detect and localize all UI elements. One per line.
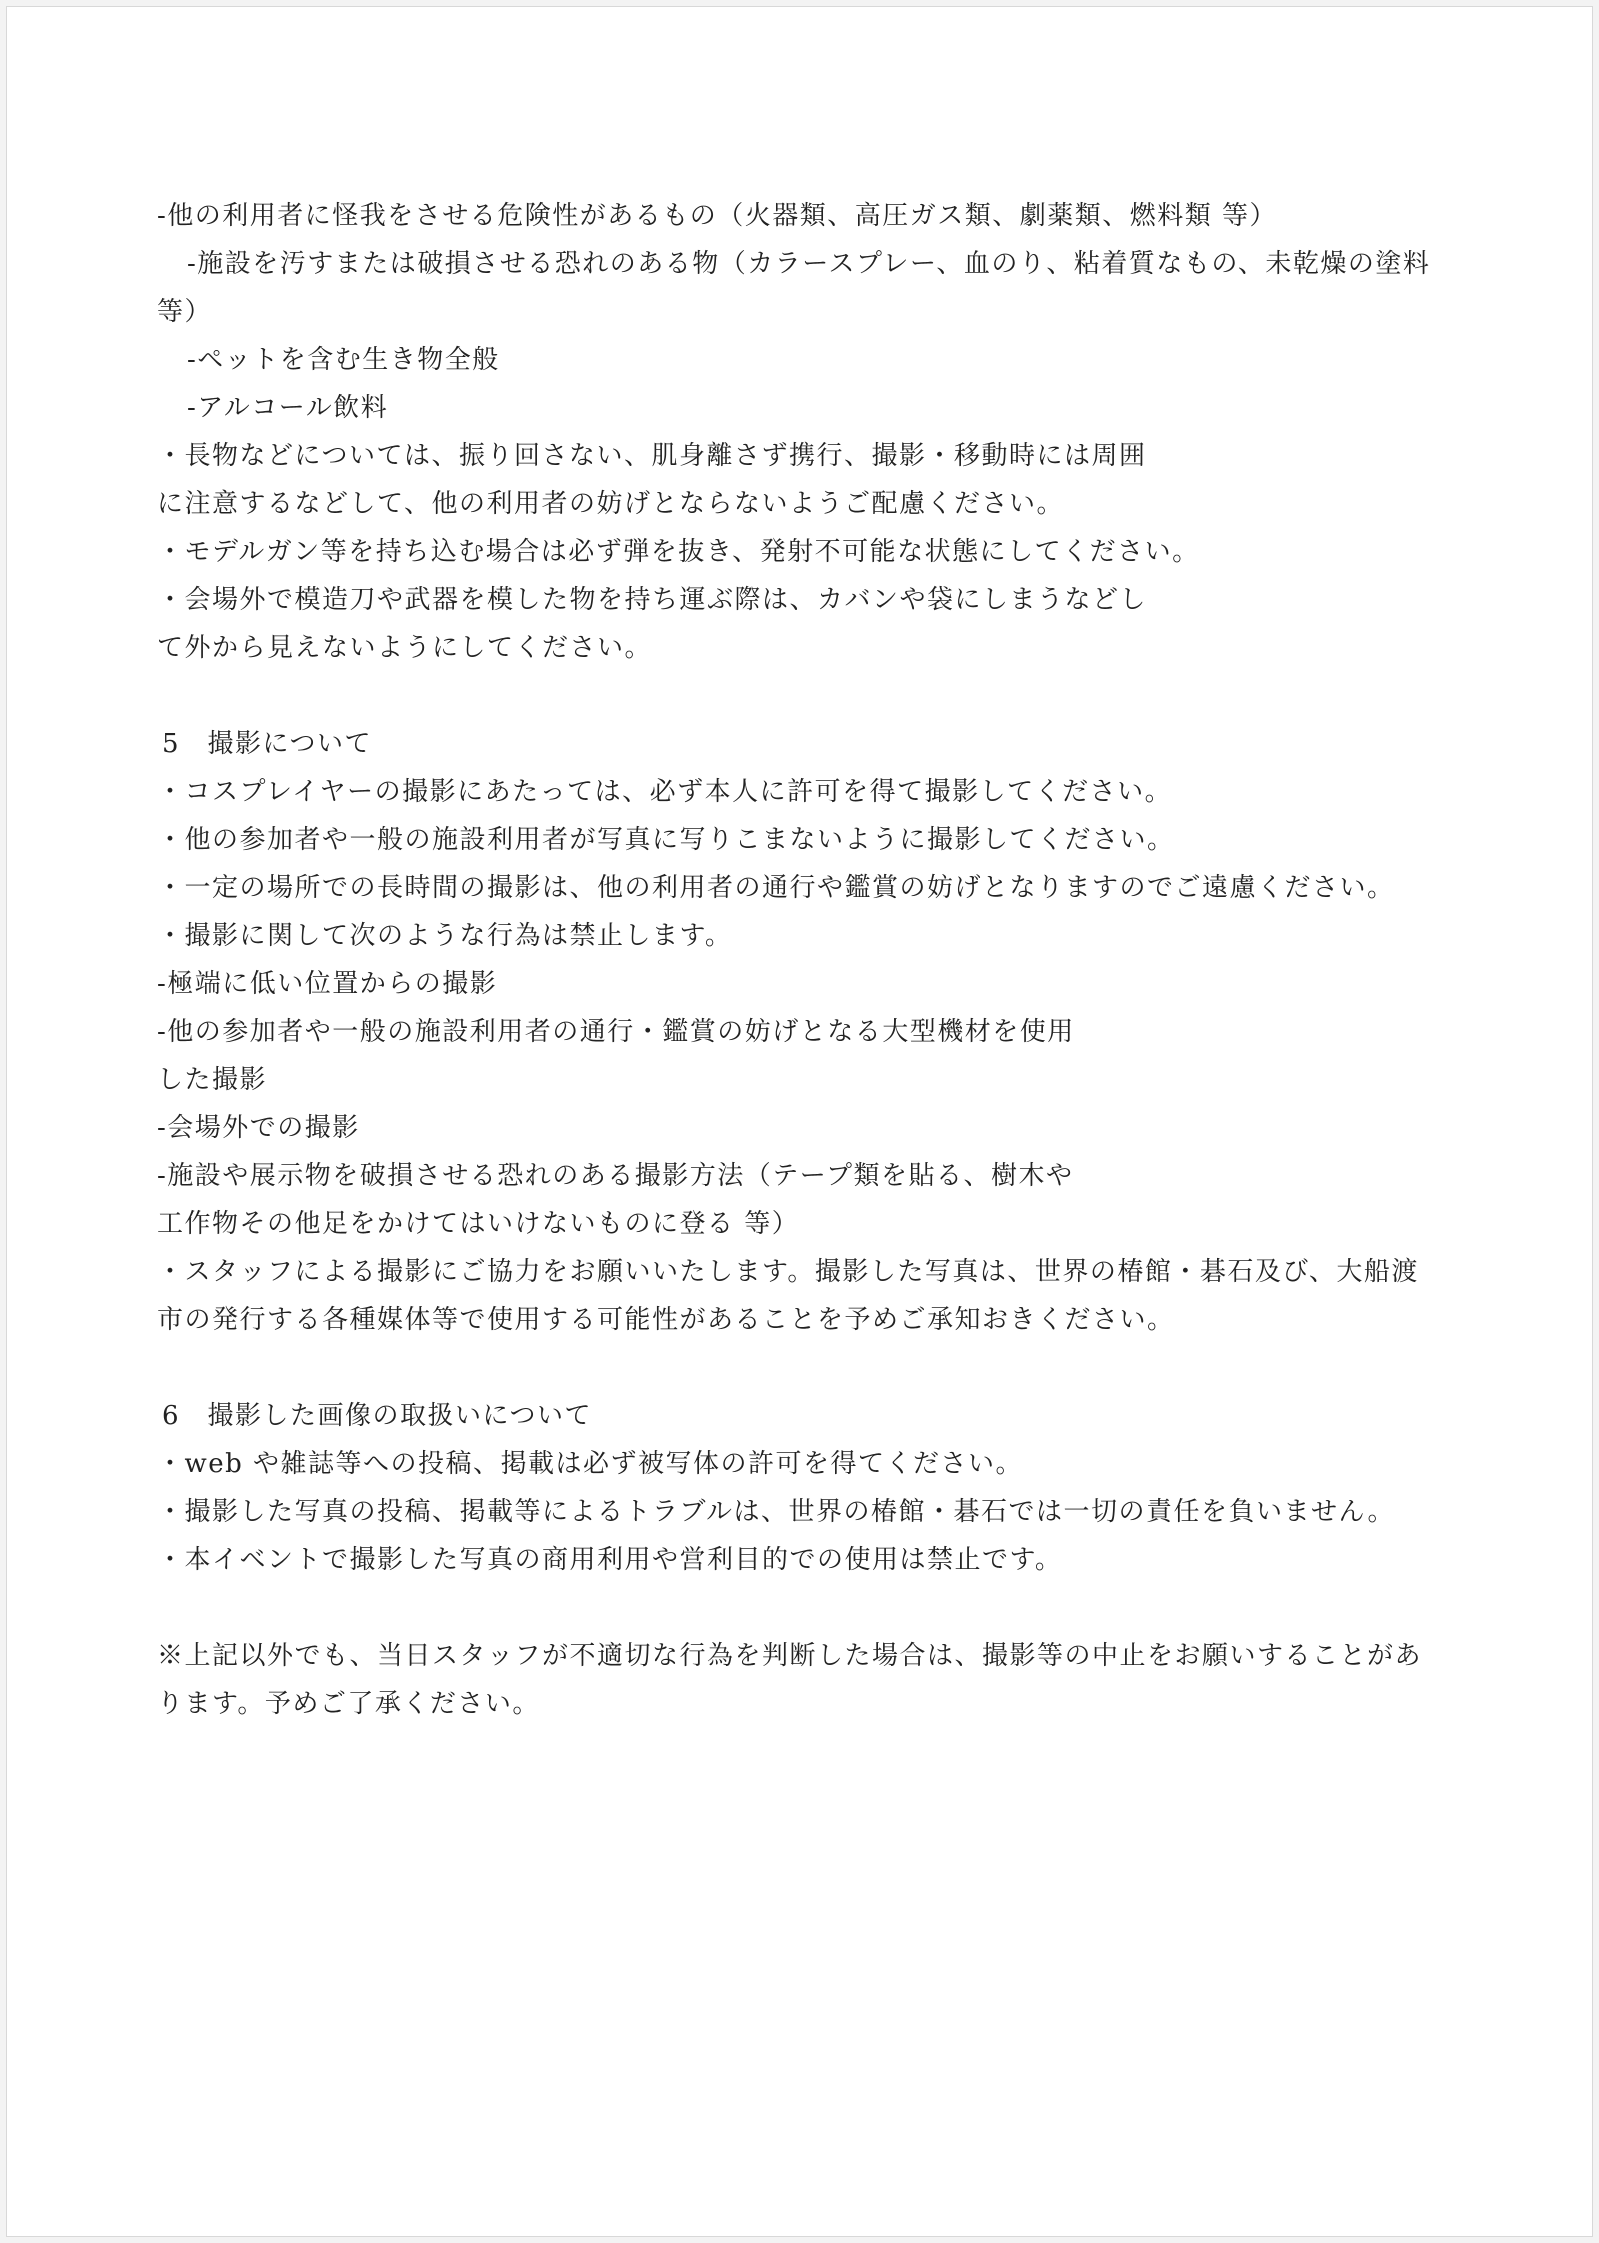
text-line: ・長物などについては、振り回さない、肌身離さず携行、撮影・移動時には周囲	[157, 441, 1147, 471]
text-line: -他の参加者や一般の施設利用者の通行・鑑賞の妨げとなる大型機材を使用	[157, 1017, 1075, 1047]
section-heading: 5 撮影について	[162, 729, 373, 759]
text-line: 工作物その他足をかけてはいけないものに登る 等）	[157, 1209, 800, 1239]
text-line: ・スタッフによる撮影にご協力をお願いいたします。撮影した写真は、世界の椿館・碁石及び、大船渡	[157, 1257, 1419, 1287]
text-line: -ペットを含む生き物全般	[187, 345, 500, 375]
text-line: した撮影	[157, 1065, 268, 1095]
text-line: に注意するなどして、他の利用者の妨げとならないようご配慮ください。	[157, 489, 1064, 519]
document-body	[157, 192, 1487, 1728]
text-line: -会場外での撮影	[157, 1113, 360, 1143]
text-line: ・コスプレイヤーの撮影にあたっては、必ず本人に許可を得て撮影してください。	[157, 777, 1173, 807]
text-line: ・本イベントで撮影した写真の商用利用や営利目的での使用は禁止です。	[157, 1545, 1063, 1575]
blank-line	[157, 1584, 1487, 1632]
text-line: ※上記以外でも、当日スタッフが不適切な行為を判断した場合は、撮影等の中止をお願いすることがあ	[157, 1641, 1423, 1671]
text-line: -施設を汚すまたは破損させる恐れのある物（カラースプレー、血のり、粘着質なもの、未乾燥の塗料	[187, 249, 1431, 279]
text-line: -アルコール飲料	[187, 393, 389, 423]
document-page	[6, 6, 1593, 2237]
text-line: -施設や展示物を破損させる恐れのある撮影方法（テープ類を貼る、樹木や	[157, 1161, 1074, 1191]
blank-line	[157, 1344, 1487, 1392]
text-line: -他の利用者に怪我をさせる危険性があるもの（火器類、高圧ガス類、劇薬類、燃料類 等）	[157, 201, 1278, 231]
text-line: ります。予めご了承ください。	[157, 1689, 540, 1719]
text-line: ・撮影した写真の投稿、掲載等によるトラブルは、世界の椿館・碁石では一切の責任を負いません。	[157, 1497, 1396, 1527]
text-line: ・web や雑誌等への投稿、掲載は必ず被写体の許可を得てください。	[157, 1449, 1024, 1479]
text-line: ・撮影に関して次のような行為は禁止します。	[157, 921, 733, 951]
text-line: て外から見えないようにしてください。	[157, 633, 653, 663]
text-line: 等）	[157, 297, 213, 327]
text-line: ・モデルガン等を持ち込む場合は必ず弾を抜き、発射不可能な状態にしてください。	[157, 537, 1200, 567]
text-line: ・他の参加者や一般の施設利用者が写真に写りこまないように撮影してください。	[157, 825, 1175, 855]
text-line: ・会場外で模造刀や武器を模した物を持ち運ぶ際は、カバンや袋にしまうなどし	[157, 585, 1148, 615]
blank-line	[157, 672, 1487, 720]
section-heading: 6 撮影した画像の取扱いについて	[162, 1401, 593, 1431]
text-line: ・一定の場所での長時間の撮影は、他の利用者の通行や鑑賞の妨げとなりますのでご遠慮ください。	[157, 873, 1395, 903]
text-line: -極端に低い位置からの撮影	[157, 969, 498, 999]
text-line: 市の発行する各種媒体等で使用する可能性があることを予めご承知おきください。	[157, 1305, 1175, 1335]
